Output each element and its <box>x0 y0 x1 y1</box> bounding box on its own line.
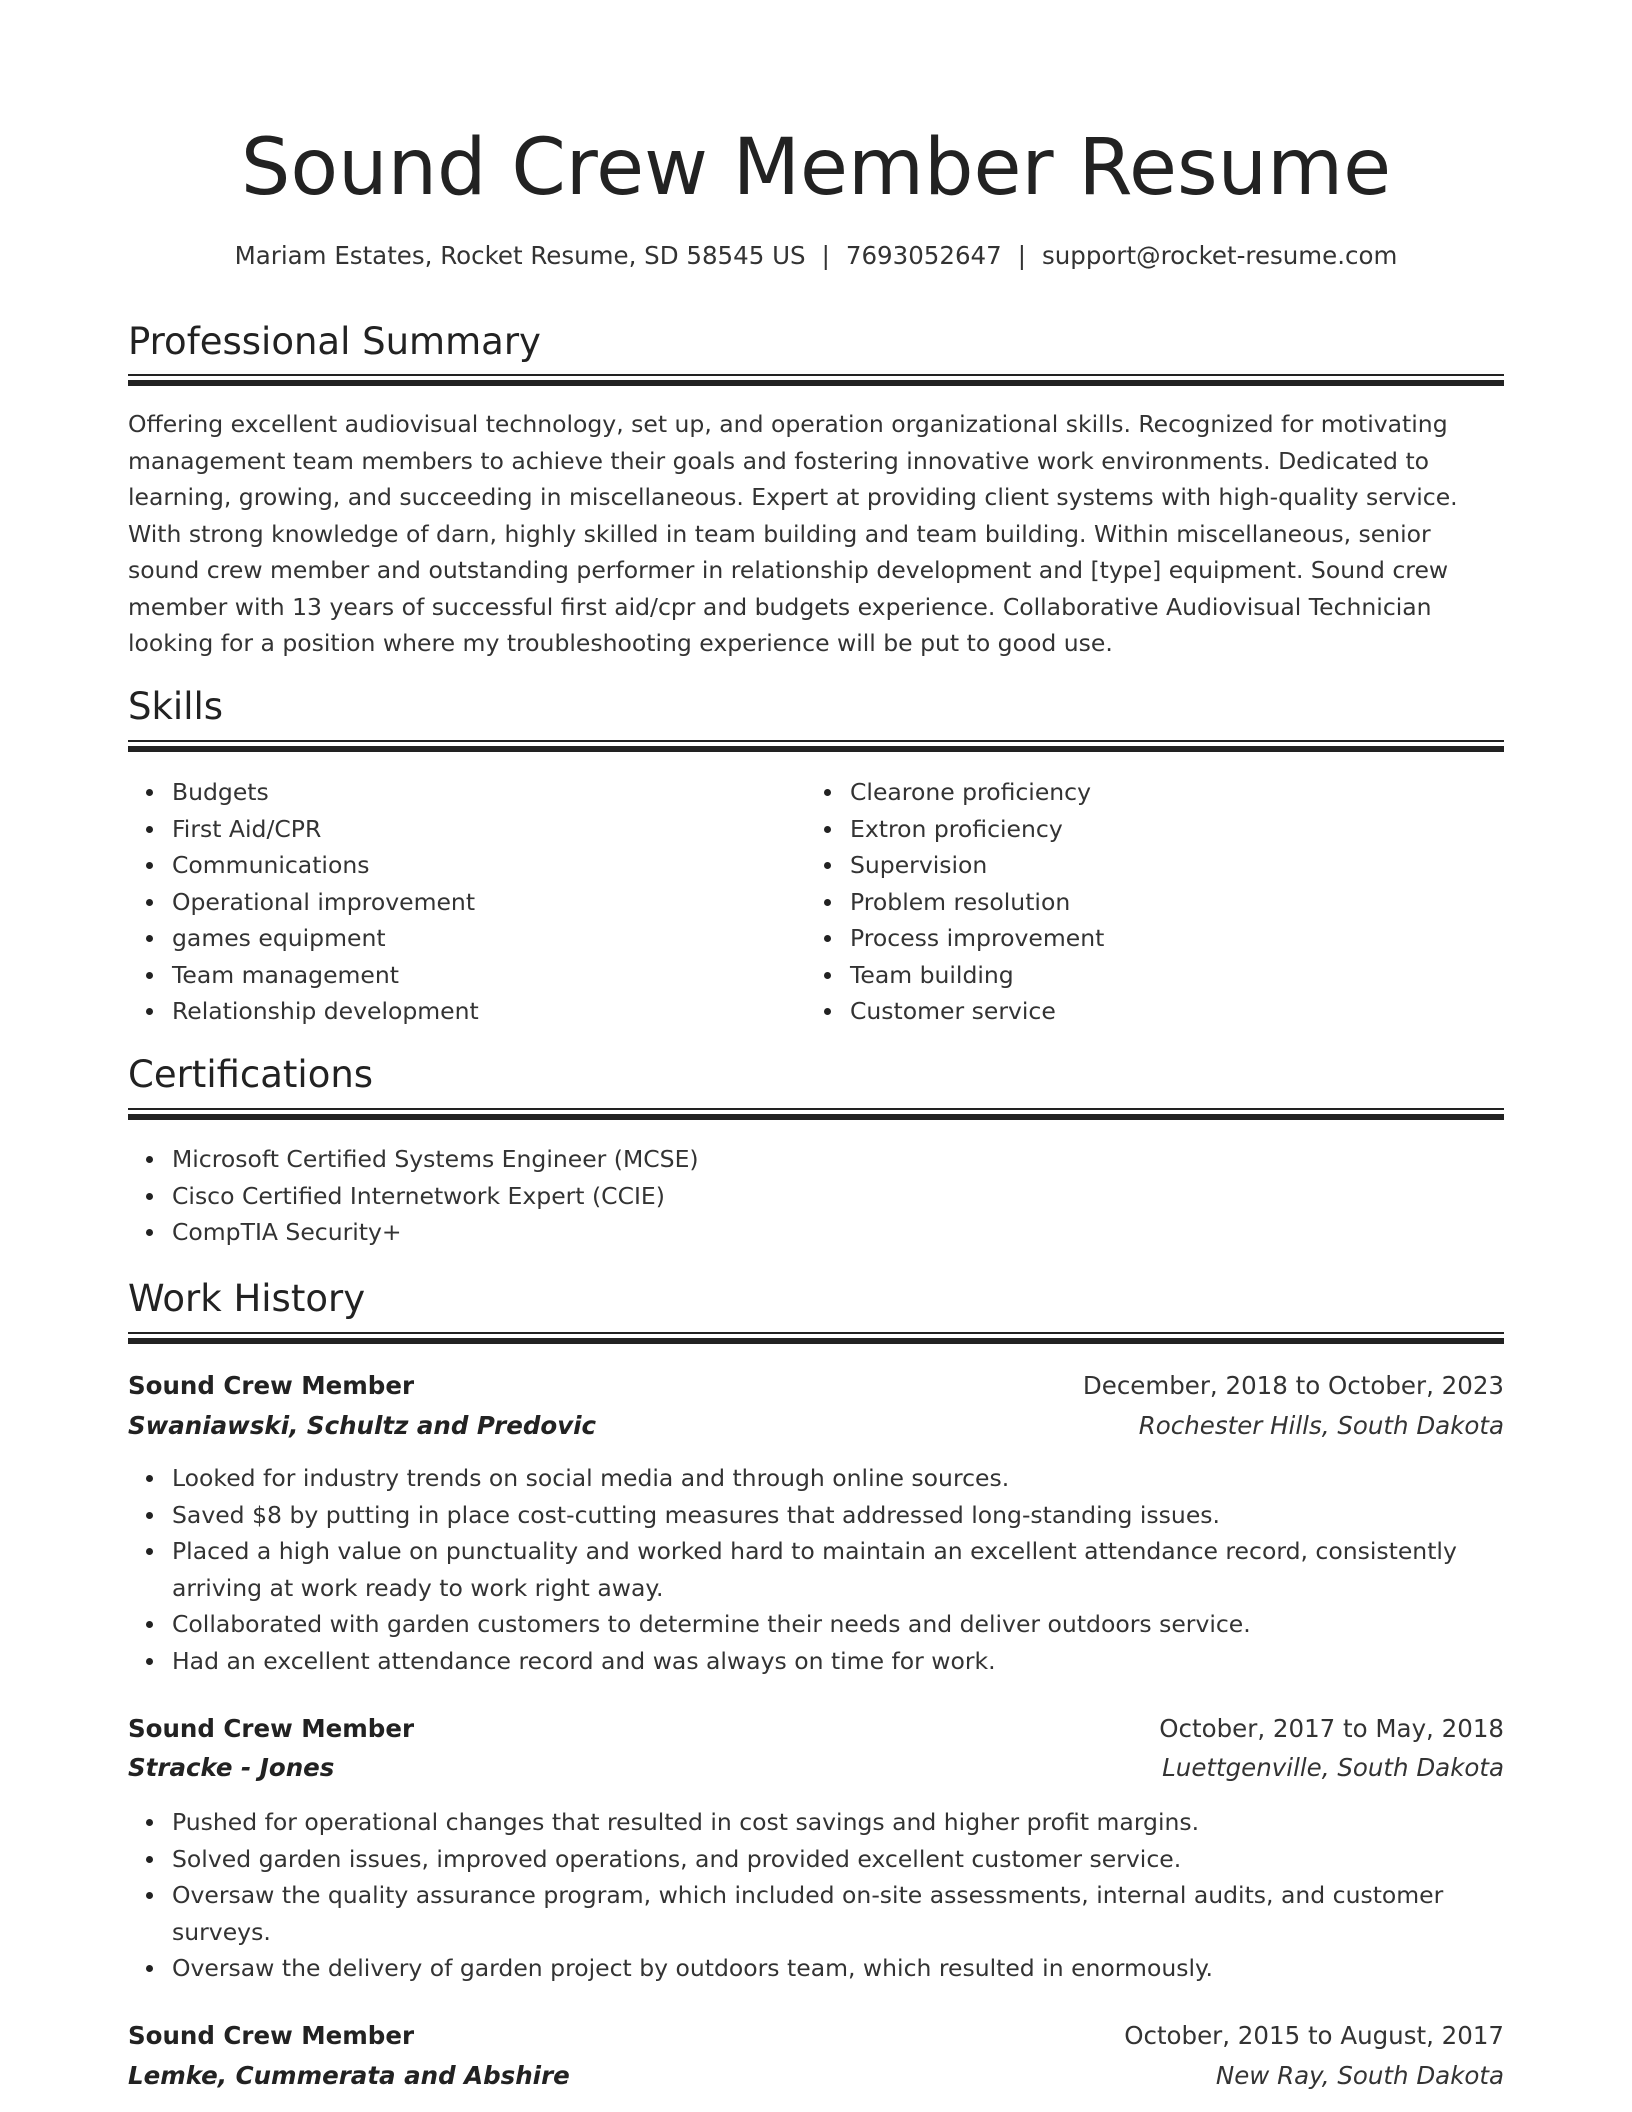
skill-item: Supervision <box>850 847 1500 884</box>
skill-item: Extron proficiency <box>850 811 1500 848</box>
job-bullet: Oversaw the quality assurance program, which included on-site assessments, internal audits, and customer surveys. <box>172 1877 1502 1950</box>
job-bullet: Looked for industry trends on social media and through online sources. <box>172 1460 1502 1497</box>
certification-item: Cisco Certified Internetwork Expert (CCIE) <box>172 1178 1502 1215</box>
job-bullet: Saved $8 by putting in place cost-cutting measures that addressed long-standing issues. <box>172 1497 1502 1534</box>
job-dates: October, 2015 to August, 2017 <box>1124 2021 1504 2050</box>
skills-list-right <box>806 774 1500 1030</box>
job-dates: December, 2018 to October, 2023 <box>1082 1371 1504 1400</box>
job-title: Sound Crew Member <box>128 1371 415 1400</box>
skills-list-left <box>128 774 792 1030</box>
skill-item: Team building <box>850 957 1500 994</box>
contact-separator: | <box>1017 241 1027 270</box>
skill-item: Customer service <box>850 993 1500 1030</box>
job-bullets <box>128 1460 1502 1679</box>
skill-item: First Aid/CPR <box>172 811 792 848</box>
work-history-heading: Work History <box>128 1277 366 1320</box>
skill-item: Team management <box>172 957 792 994</box>
job-bullet: Placed a high value on punctuality and worked hard to maintain an excellent attendance record, consistently arriving at work ready to work right away. <box>172 1533 1502 1606</box>
job-location: Luettgenville, South Dakota <box>1162 1753 1504 1782</box>
resume-title: Sound Crew Member Resume <box>240 123 1392 213</box>
certifications-heading: Certifications <box>128 1053 374 1096</box>
contact-separator: | <box>821 241 830 270</box>
job-location: New Ray, South Dakota <box>1215 2061 1504 2090</box>
job-bullet: Oversaw the delivery of garden project by outdoors team, which resulted in enormously. <box>172 1950 1502 1987</box>
skill-item: Relationship development <box>172 993 792 1030</box>
skill-item: Communications <box>172 847 792 884</box>
job-title: Sound Crew Member <box>128 1714 415 1743</box>
section-divider <box>128 1332 1504 1344</box>
contact-phone: 7693052647 <box>845 241 1002 270</box>
job-company: Swaniawski, Schultz and Predovic <box>128 1411 597 1440</box>
contact-email[interactable]: support@rocket-resume.com <box>1042 241 1398 270</box>
skill-item: Clearone proficiency <box>850 774 1500 811</box>
section-divider <box>128 1108 1504 1120</box>
job-company: Stracke - Jones <box>128 1753 335 1782</box>
summary-heading: Professional Summary <box>128 320 541 363</box>
job-bullet: Pushed for operational changes that resulted in cost savings and higher profit margins. <box>172 1804 1502 1841</box>
skills-heading: Skills <box>128 685 224 728</box>
contact-line <box>128 238 1504 274</box>
summary-text: Offering excellent audiovisual technology, set up, and operation organizational skills. Recognized for motivating management team members to achieve their goals and fostering innovative work environments. Dedicated to learning, growing, and succeeding in miscellaneous. Expert at providing client systems with high-quality service. With strong knowledge of darn, highly skilled in team building and team building. Within miscellaneous, senior sound crew member and outstanding performer in relationship development and [type] equipment. Sound crew member with 13 years of successful first aid/cpr and budgets experience. Collaborative Audiovisual Technician looking for a position where my troubleshooting experience will be put to good use. <box>128 410 1458 657</box>
certification-item: CompTIA Security+ <box>172 1214 1502 1251</box>
skill-item: games equipment <box>172 920 792 957</box>
job-bullets <box>128 1804 1502 1987</box>
certification-item: Microsoft Certified Systems Engineer (MCSE) <box>172 1141 1502 1178</box>
skill-item: Process improvement <box>850 920 1500 957</box>
contact-address: Mariam Estates, Rocket Resume, SD 58545 US <box>234 241 806 270</box>
skill-item: Budgets <box>172 774 792 811</box>
job-location: Rochester Hills, South Dakota <box>1138 1411 1504 1440</box>
job-bullet: Solved garden issues, improved operations, and provided excellent customer service. <box>172 1841 1502 1878</box>
certifications-list <box>128 1141 1502 1251</box>
job-title: Sound Crew Member <box>128 2021 415 2050</box>
section-divider <box>128 374 1504 386</box>
job-dates: October, 2017 to May, 2018 <box>1159 1714 1504 1743</box>
job-company: Lemke, Cummerata and Abshire <box>128 2061 570 2090</box>
job-bullet: Had an excellent attendance record and was always on time for work. <box>172 1643 1502 1680</box>
section-divider <box>128 740 1504 752</box>
job-bullet: Collaborated with garden customers to determine their needs and deliver outdoors service. <box>172 1606 1502 1643</box>
skill-item: Operational improvement <box>172 884 792 921</box>
skill-item: Problem resolution <box>850 884 1500 921</box>
